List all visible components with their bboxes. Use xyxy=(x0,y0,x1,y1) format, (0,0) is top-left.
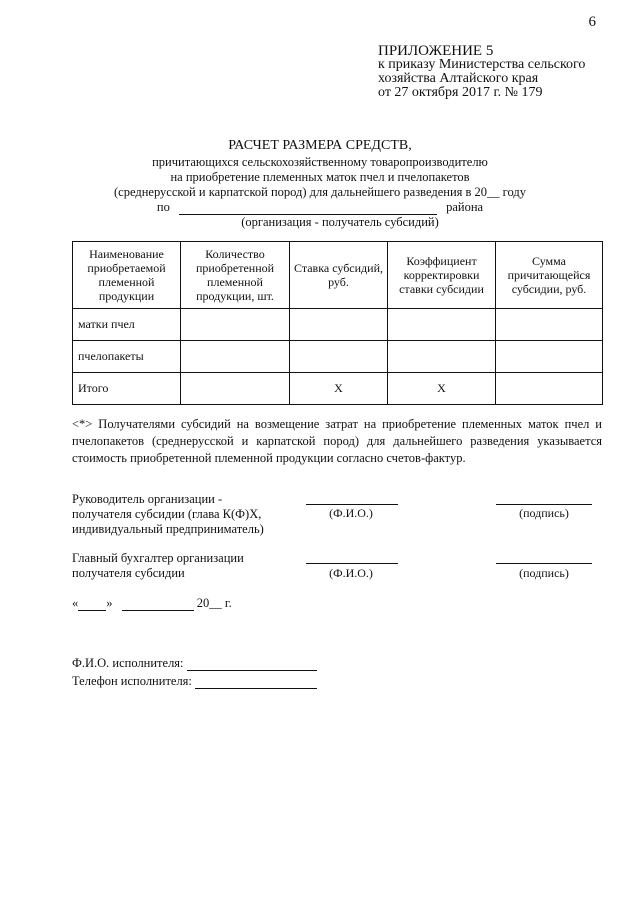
head-fio-line[interactable] xyxy=(306,504,398,505)
table-cell: Итого xyxy=(73,373,181,405)
table-cell[interactable] xyxy=(388,309,496,341)
table-cell[interactable] xyxy=(290,341,388,373)
date-close-quote: » xyxy=(106,596,113,610)
annex-line: к приказу Министерства сельского xyxy=(378,57,586,72)
table-row xyxy=(73,373,603,405)
table-cell: Х xyxy=(388,373,496,405)
table-cell[interactable] xyxy=(496,373,603,405)
header-product-name: Наименование приобретаемой племенной продукции xyxy=(73,242,181,309)
accountant-label-line: получателя субсидии xyxy=(72,566,185,580)
annex-heading: ПРИЛОЖЕНИЕ 5 xyxy=(378,43,494,59)
head-label-line: получателя субсидии (глава К(Ф)Х, xyxy=(72,507,262,521)
header-quantity: Количество приобретенной племенной продукции, шт. xyxy=(181,242,290,309)
table-cell[interactable] xyxy=(181,341,290,373)
head-sign-line[interactable] xyxy=(496,504,592,505)
executor-fio-label: Ф.И.О. исполнителя: xyxy=(72,656,184,670)
head-sign-caption: (подпись) xyxy=(519,506,569,520)
day-blank[interactable] xyxy=(78,598,106,611)
subtitle-line: на приобретение племенных маток пчел и пчелопакетов xyxy=(170,170,470,184)
footnote: <*> Получателями субсидий на возмещение затрат на приобретение племенных маток пчел и пчелопакетов (среднерусской и карпатской пород) для дальнейшего разведения указывается стоимость приобретенной племенной продукции согласно счетов-фактур. xyxy=(72,417,602,465)
table-row xyxy=(73,341,603,373)
table-row xyxy=(73,309,603,341)
district-line xyxy=(0,200,640,215)
head-label-line: Руководитель организации - xyxy=(72,492,223,506)
table-cell[interactable] xyxy=(181,309,290,341)
page-number: 6 xyxy=(588,14,596,30)
table-cell[interactable] xyxy=(290,309,388,341)
table-header-row xyxy=(73,242,603,309)
table-cell: пчелопакеты xyxy=(73,341,181,373)
annex-block xyxy=(378,44,585,100)
subtitle-line: причитающихся сельскохозяйственному товаропроизводителю xyxy=(152,155,488,169)
district-blank[interactable] xyxy=(179,201,437,215)
table-cell: Х xyxy=(290,373,388,405)
accountant-fio-caption: (Ф.И.О.) xyxy=(329,566,373,580)
month-blank[interactable] xyxy=(122,598,194,611)
annex-line: от 27 октября 2017 г. № 179 xyxy=(378,85,543,100)
annex-line: хозяйства Алтайского края xyxy=(378,71,539,86)
accountant-sign-line[interactable] xyxy=(496,563,592,564)
head-label xyxy=(72,492,264,537)
executor-fio-row xyxy=(72,656,317,671)
date-open-quote: « xyxy=(72,596,79,610)
executor-phone-label: Телефон исполнителя: xyxy=(72,674,192,688)
table-cell[interactable] xyxy=(496,309,603,341)
header-coefficient: Коэффициент корректировки ставки субсидии xyxy=(388,242,496,309)
executor-phone-row xyxy=(72,674,317,689)
header-sum: Сумма причитающейся субсидии, руб. xyxy=(496,242,603,309)
subtitle-line: (среднерусской и карпатской пород) для дальнейшего разведения в 20__ году xyxy=(114,185,526,199)
accountant-label xyxy=(72,551,244,581)
table-cell[interactable] xyxy=(496,341,603,373)
district-suffix: района xyxy=(446,200,484,214)
accountant-sign-caption: (подпись) xyxy=(519,566,569,580)
district-caption: (организация - получатель субсидий) xyxy=(241,215,439,229)
accountant-label-line: Главный бухгалтер организации xyxy=(72,551,244,565)
table-cell: матки пчел xyxy=(73,309,181,341)
head-label-line: индивидуальный предприниматель) xyxy=(72,522,264,536)
header-rate: Ставка субсидий, руб. xyxy=(290,242,388,309)
executor-fio-blank[interactable] xyxy=(187,658,317,671)
document-title: РАСЧЕТ РАЗМЕРА СРЕДСТВ, xyxy=(228,138,412,153)
district-prefix: по xyxy=(156,200,170,214)
subsidy-table xyxy=(72,241,603,405)
executor-phone-blank[interactable] xyxy=(195,676,317,689)
table-cell[interactable] xyxy=(181,373,290,405)
date-line xyxy=(72,596,232,611)
date-year: 20__ г. xyxy=(196,596,232,610)
head-fio-caption: (Ф.И.О.) xyxy=(329,506,373,520)
accountant-fio-line[interactable] xyxy=(306,563,398,564)
table-cell[interactable] xyxy=(388,341,496,373)
